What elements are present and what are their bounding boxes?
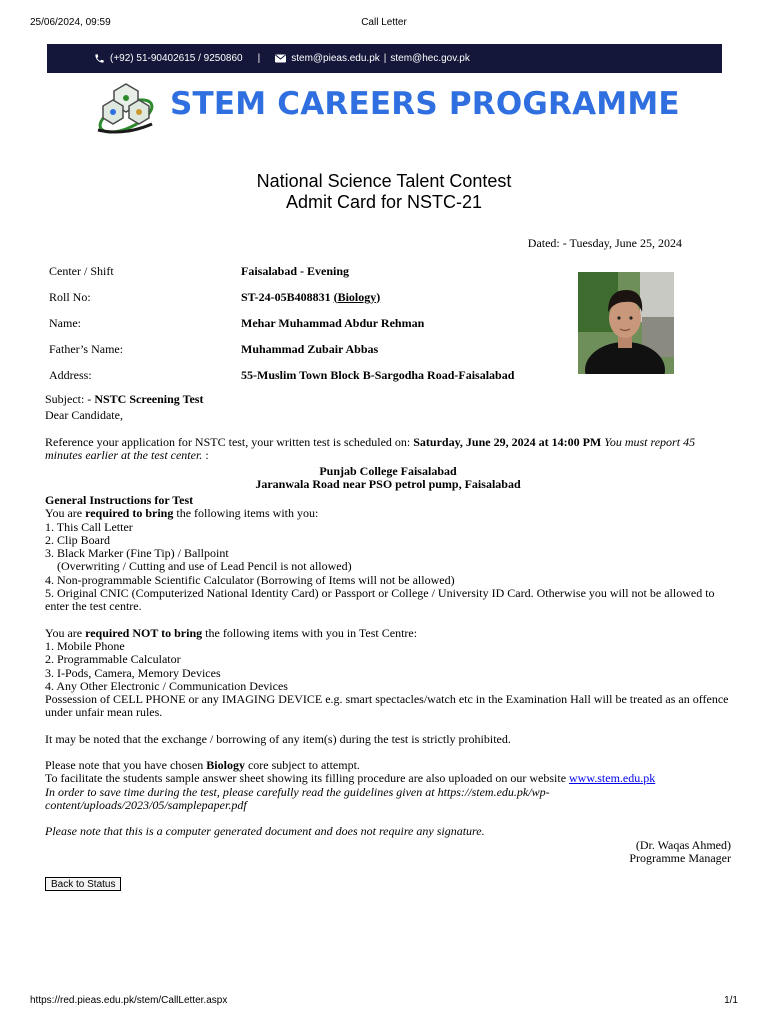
subject-prefix: Subject: - [45, 392, 95, 406]
list-item-note: (Overwriting / Cutting and use of Lead Pencil is not allowed) [57, 559, 352, 574]
center-value: Faisalabad - Evening [241, 263, 350, 278]
instructions-block [45, 494, 731, 865]
computer-generated-note: Please note that this is a computer generated document and does not require any signature. [45, 824, 485, 839]
print-url: https://red.pieas.edu.pk/stem/CallLetter.aspx [30, 995, 228, 1006]
roll-subject: (Biology) [333, 289, 381, 304]
instructions-heading: General Instructions for Test [45, 493, 194, 507]
candidate-photo [578, 272, 674, 374]
list-item: 4. Any Other Electronic / Communication Devices [45, 678, 288, 693]
info-row-father [45, 336, 514, 362]
info-row-roll [45, 284, 514, 310]
info-row-address [45, 362, 514, 388]
signatory-name: (Dr. Waqas Ahmed) [635, 837, 731, 852]
guidelines-note: In order to save time during the test, please carefully read the guidelines given at https://stem.edu.pk/wp-content/uploads/2023/05/samplepaper.pdf [45, 784, 550, 812]
print-datetime: 25/06/2024, 09:59 [30, 17, 111, 28]
subject-line [45, 393, 731, 406]
list-item: 1. Mobile Phone [45, 638, 125, 653]
list-item: 3. Black Marker (Fine Tip) / Ballpoint [45, 546, 229, 561]
reference-text: Reference your application for NSTC test, your written test is scheduled on: [45, 435, 414, 449]
list-item: 5. Original CNIC (Computerized National Identity Card) or Passport or College / University ID Card. Otherwise you will not be allowed to enter the test centre. [45, 586, 715, 614]
address-label: Address: [49, 367, 92, 382]
issue-date: Dated: - Tuesday, June 25, 2024 [527, 236, 682, 250]
atom-logo-icon [94, 78, 158, 138]
list-item: 4. Non-programmable Scientific Calculator (Borrowing of Items will not be allowed) [45, 572, 455, 587]
reference-paragraph [45, 436, 731, 463]
contact-email-secondary[interactable]: stem@hec.gov.pk [390, 53, 470, 64]
contest-title: National Science Talent Contest [256, 171, 512, 191]
envelope-icon [275, 54, 286, 63]
print-title: Call Letter [361, 17, 407, 28]
address-value: 55-Muslim Town Block B-Sargodha Road-Faisalabad [241, 367, 515, 382]
roll-cell [241, 284, 514, 310]
father-label: Father’s Name: [49, 341, 124, 356]
roll-label: Roll No: [49, 289, 91, 304]
exchange-warning: It may be noted that the exchange / borrowing of any item(s) during the test is strictly prohibited. [45, 731, 511, 746]
report-note: You must report 45 minutes earlier at the test center. [45, 435, 696, 463]
roll-value: ST-24-05B408831 [241, 289, 331, 304]
info-row-center [45, 258, 514, 284]
website-link[interactable]: www.stem.edu.pk [569, 771, 656, 786]
test-schedule: Saturday, June 29, 2024 at 14:00 PM [413, 435, 602, 449]
contact-email-primary[interactable]: stem@pieas.edu.pk [291, 53, 380, 64]
contact-phone: (+92) 51-90402615 / 9250860 [110, 53, 243, 64]
subject-value: NSTC Screening Test [94, 392, 204, 406]
list-item: 2. Programmable Calculator [45, 652, 181, 667]
venue-address: Jaranwala Road near PSO petrol pump, Faisalabad [255, 477, 521, 491]
list-item: 2. Clip Board [45, 532, 110, 547]
info-row-name [45, 310, 514, 336]
venue-name: Punjab College Faisalabad [319, 464, 457, 478]
phone-icon [94, 53, 105, 64]
bring-intro: You are required to bring the following items with you: [45, 506, 319, 521]
center-label: Center / Shift [49, 263, 114, 278]
reference-tail: : [202, 448, 209, 463]
contact-email-separator: | [383, 53, 387, 64]
name-label: Name: [49, 315, 81, 330]
back-to-status-button[interactable]: Back to Status [45, 877, 121, 891]
list-item: 3. I-Pods, Camera, Memory Devices [45, 665, 221, 680]
possession-warning: Possession of CELL PHONE or any IMAGING DEVICE e.g. smart spectacles/watch etc in the Examination Hall will be treated as an offence under unfair mean rules. [45, 692, 729, 720]
admit-card-title: Admit Card for NSTC-21 [285, 192, 483, 212]
signatory-title: Programme Manager [629, 850, 731, 865]
print-page-number: 1/1 [724, 995, 738, 1006]
contact-separator: | [257, 53, 261, 64]
list-item: 1. This Call Letter [45, 519, 133, 534]
brand-title: STEM CAREERS PROGRAMME [170, 86, 680, 122]
greeting: Dear Candidate, [45, 408, 123, 422]
sample-note: To facilitate the students sample answer sheet showing its filling procedure are also uploaded on our website www.stem.edu.pk [45, 771, 656, 786]
father-value: Muhammad Zubair Abbas [241, 341, 379, 356]
notbring-intro: You are required NOT to bring the following items with you in Test Centre: [45, 625, 418, 640]
name-value: Mehar Muhammad Abdur Rehman [241, 315, 425, 330]
candidate-info-table [45, 258, 514, 388]
chosen-subject-note: Please note that you have chosen Biology core subject to attempt. [45, 758, 360, 773]
contact-bar [47, 44, 722, 73]
